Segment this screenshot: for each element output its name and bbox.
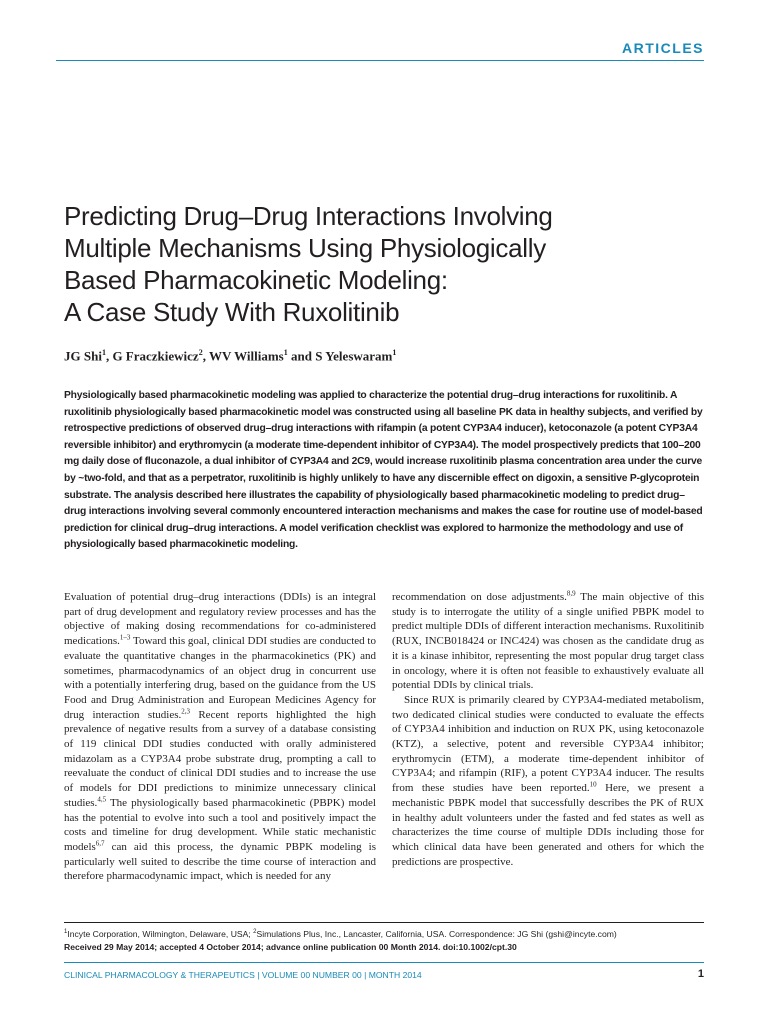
author-name: WV Williams [208,348,284,364]
body-column-right [392,590,704,869]
body-text: Recent reports highlighted the high prevalence of negative results from a survey of a database consisting of 119 clinical DDI studies conducted with orally administered midazolam as a CYP3A4 probe substrate drug, prompting a call to reevaluate the conduct of clinical DDI studies and to increase the use of models for DDI predictions to minimize unnecessary clinical studies. [64,708,376,809]
body-text: The physiologically based pharmacokinetic (PBPK) model has the potential to evolve into such a tool and positively impact the costs and timeline for drug development. While static mechanistic models [64,796,376,853]
citation: 6,7 [95,839,105,848]
citation: 2,3 [181,706,190,715]
abstract: Physiologically based pharmacokinetic modeling was applied to characterize the potential drug–drug interactions for ruxolitinib. A ruxolitinib physiologically based pharmacokinetic model was constructed using all baseline PK data in healthy subjects, and verified by retrospective predictions of observed drug–drug interactions with rifampin (a potent CYP3A4 inducer), ketoconazole (a potent CYP3A4 reversible inhibitor) and erythromycin (a moderate time-dependent inhibitor of CYP3A4). The model prospectively predicts that 100–200 mg daily dose of fluconazole, a dual inhibitor of CYP3A4 and 2C9, would increase ruxolitinib plasma concentration area under the curve by ~two-fold, and that as a perpetrator, ruxolitinib is highly unlikely to have any discernible effect on digoxin, a sensitive P-glycoprotein substrate. The analysis described here illustrates the capability of physiologically based pharmacokinetic modeling to predict drug–drug interactions involving several commonly encountered interaction mechanisms and makes the case for routine use of model-based prediction for clinical drug–drug interactions. A model verification checklist was explored to harmonize the methodology and use of physiologically based pharmacokinetic modeling. [64,390,703,551]
author-affiliation: 1 [283,348,288,357]
author-affiliation: 2 [198,348,203,357]
body-text: Toward this goal, clinical DDI studies are conducted to evaluate the quantitative changes in the pharmacokinetics (PK) and sometimes, pharmacodynamics of an object drug in concurrent use with a potentially interfering drug, based on the guidance from the US Food and Drug Administration and European Medicines Agency for drug interaction studies. [64,635,376,721]
citation: 1–3 [119,633,131,642]
author-list [64,348,396,364]
author-separator: , [202,348,209,364]
author-affiliation: 1 [392,348,397,357]
author-separator: and [287,348,316,364]
section-label: ARTICLES [622,40,704,56]
article-title [64,200,724,328]
affiliation-marker: 1 [64,929,68,935]
author-name: JG Shi [64,348,102,364]
body-paragraph [392,590,704,693]
citation: 8,9 [566,589,576,598]
author-name: S Yeleswaram [315,348,393,364]
title-line: Multiple Mechanisms Using Physiologically [64,233,546,263]
received-dates: Received 29 May 2014; accepted 4 October 2014; advance online publication 00 Month 2014. doi:10.1002/cpt.30 [64,942,517,952]
author-name: G Fraczkiewicz [112,348,199,364]
affiliations [64,926,704,940]
footer-rule [64,962,704,963]
journal-name: CLINICAL PHARMACOLOGY & THERAPEUTICS [64,970,255,980]
affiliation-marker: 2 [253,929,257,935]
title-line: Predicting Drug–Drug Interactions Involving [64,201,553,231]
affiliation-text: Simulations Plus, Inc., Lancaster, California, USA. Correspondence: JG Shi (gshi@incyte.com) [256,928,617,939]
body-text: Since RUX is primarily cleared by CYP3A4-mediated metabolism, two dedicated clinical studies were conducted to evaluate the effects of CYP3A4 inhibition and induction on RUX PK, using ketoconazole (KTZ), a selective, potent and reversible CYP3A4 inhibitor; erythromycin (ETM), a moderate time-dependent inhibitor of CYP3A4; and rifampin (RIF), a potent CYP3A4 inducer. The results from these studies have been reported. [392,693,704,795]
affiliation-text: Incyte Corporation, Wilmington, Delaware, USA; [67,928,254,939]
body-text: recommendation on dose adjustments. [392,591,567,603]
section-rule [56,60,704,61]
body-text: The main objective of this study is to interrogate the utility of a single unified PBPK model to predict multiple DDIs of different interaction mechanisms. Ruxolitinib (RUX, INCB018424 or INC424) was chosen as the candidate drug as it is a kinase inhibitor, representing the most popular drug target class in oncology, where it is often not feasible to exhaustively evaluate all potential DDIs by clinical trials. [392,591,704,692]
title-line: A Case Study With Ruxolitinib [64,297,400,327]
journal-footer [64,970,422,980]
citation: 4,5 [97,795,107,804]
page-number: 1 [697,968,704,980]
citation: 10 [589,780,597,789]
body-paragraph [392,693,704,869]
author-separator: , [105,348,113,364]
journal-issue: | VOLUME 00 NUMBER 00 | MONTH 2014 [254,970,422,980]
body-paragraph [64,590,376,884]
author-affiliation: 1 [101,348,106,357]
title-line: Based Pharmacokinetic Modeling: [64,265,448,295]
body-text: Here, we present a mechanistic PBPK model that successfully describes the PK of RUX in healthy adult volunteers under the fasted and fed states as well as characterizes the time course of multiple DDIs including those for which clinical data have been generated and others for which the predictions are prospective. [392,782,704,868]
body-column-left [64,590,376,884]
footnote-rule [64,922,704,923]
body-text: Evaluation of potential drug–drug interactions (DDIs) is an integral part of drug development and regulatory review processes and has the objective of making dosing recommendations for co-administered medications. [64,591,376,648]
body-text: can aid this process, the dynamic PBPK modeling is particularly well suited to describe the time course of interaction and therefore pharmacodynamic impact, which is needed for any [64,840,376,883]
